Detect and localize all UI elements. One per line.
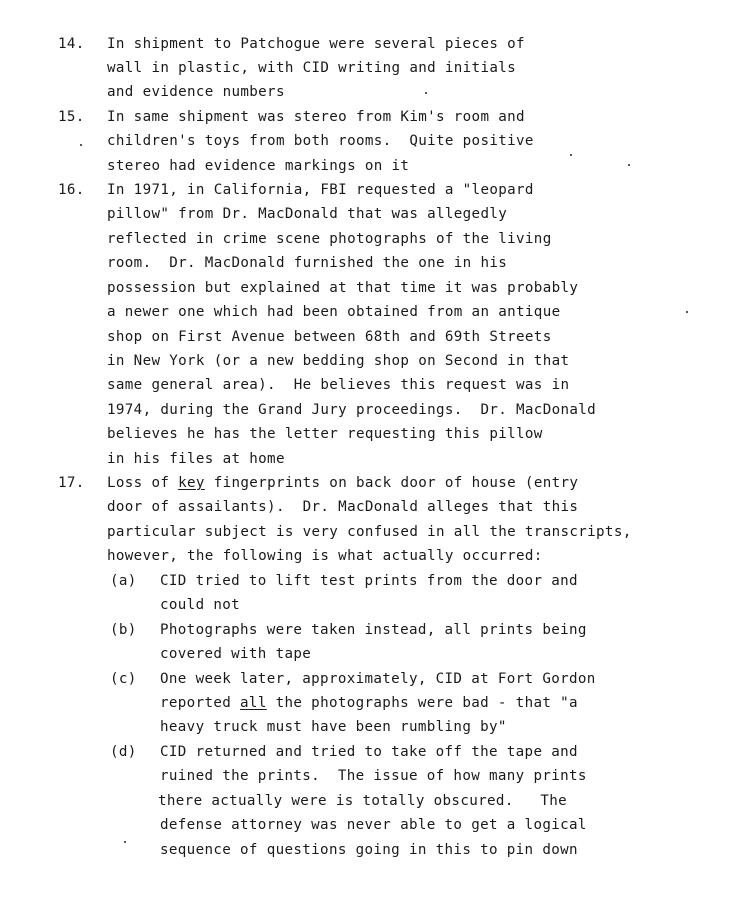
subitem-label: (c) (110, 671, 137, 687)
scan-speck (425, 92, 427, 94)
item-text-line: however, the following is what actually occurred: (107, 548, 543, 564)
subitem-text-line: ruined the prints. The issue of how many prints (160, 768, 587, 784)
scan-speck (80, 144, 82, 146)
item-text-line: children's toys from both rooms. Quite positive (107, 133, 534, 149)
item-text-line: room. Dr. MacDonald furnished the one in his (107, 255, 508, 271)
item-text-line: 1974, during the Grand Jury proceedings. Dr. MacDonald (107, 402, 597, 418)
underlined-word: key (178, 475, 205, 491)
item-text-line: and evidence numbers (107, 84, 285, 100)
text-segment: fingerprints on back door of house (entry (204, 475, 579, 491)
item-number: 17. (58, 475, 85, 491)
item-number: 14. (58, 36, 85, 52)
subitem-text-line: CID returned and tried to take off the tape and (160, 744, 578, 760)
subitem-text-line: heavy truck must have been rumbling by" (160, 719, 507, 735)
item-text-line: In shipment to Patchogue were several pieces of (107, 36, 525, 52)
item-text-line: particular subject is very confused in all the transcripts, (107, 524, 632, 540)
subitem-text-line (160, 694, 578, 712)
subitem-text-line: sequence of questions going in this to pin down (160, 842, 578, 858)
scan-speck (570, 154, 572, 156)
subitem-text-line: Photographs were taken instead, all prints being (160, 622, 587, 638)
subitem-label: (b) (110, 622, 137, 638)
subitem-text-line: covered with tape (160, 646, 312, 662)
scan-speck (686, 311, 688, 313)
scan-speck (628, 164, 630, 166)
item-text-line: shop on First Avenue between 68th and 69th Streets (107, 329, 552, 345)
subitem-text-line: there actually were is totally obscured. The (158, 793, 568, 809)
text-segment: the photographs were bad - that "a (266, 695, 578, 711)
subitem-text-line: defense attorney was never able to get a logical (160, 817, 587, 833)
item-text-line: same general area). He believes this request was in (107, 377, 570, 393)
underlined-word: all (240, 695, 267, 711)
item-text-line (107, 474, 578, 492)
item-text-line: stereo had evidence markings on it (107, 158, 410, 174)
subitem-text-line: One week later, approximately, CID at Fort Gordon (160, 671, 596, 687)
item-text-line: In 1971, in California, FBI requested a "leopard (107, 182, 534, 198)
item-number: 16. (58, 182, 85, 198)
item-text-line: In same shipment was stereo from Kim's room and (107, 109, 525, 125)
item-text-line: door of assailants). Dr. MacDonald alleges that this (107, 499, 579, 515)
item-text-line: possession but explained at that time it was probably (107, 280, 579, 296)
item-number: 15. (58, 109, 85, 125)
item-text-line: wall in plastic, with CID writing and initials (107, 60, 517, 76)
item-text-line: believes he has the letter requesting this pillow (107, 426, 543, 442)
subitem-label: (a) (110, 573, 137, 589)
item-text-line: pillow" from Dr. MacDonald that was allegedly (107, 206, 508, 222)
subitem-text-line: CID tried to lift test prints from the door and (160, 573, 578, 589)
item-text-line: in New York (or a new bedding shop on Second in that (107, 353, 570, 369)
subitem-text-line: could not (160, 597, 241, 613)
item-text-line: a newer one which had been obtained from an antique (107, 304, 561, 320)
item-text-line: in his files at home (107, 451, 285, 467)
text-segment: Loss of (107, 475, 179, 491)
scan-speck (124, 841, 126, 843)
subitem-label: (d) (110, 744, 137, 760)
text-segment: reported (160, 695, 241, 711)
item-text-line: reflected in crime scene photographs of the living (107, 231, 552, 247)
